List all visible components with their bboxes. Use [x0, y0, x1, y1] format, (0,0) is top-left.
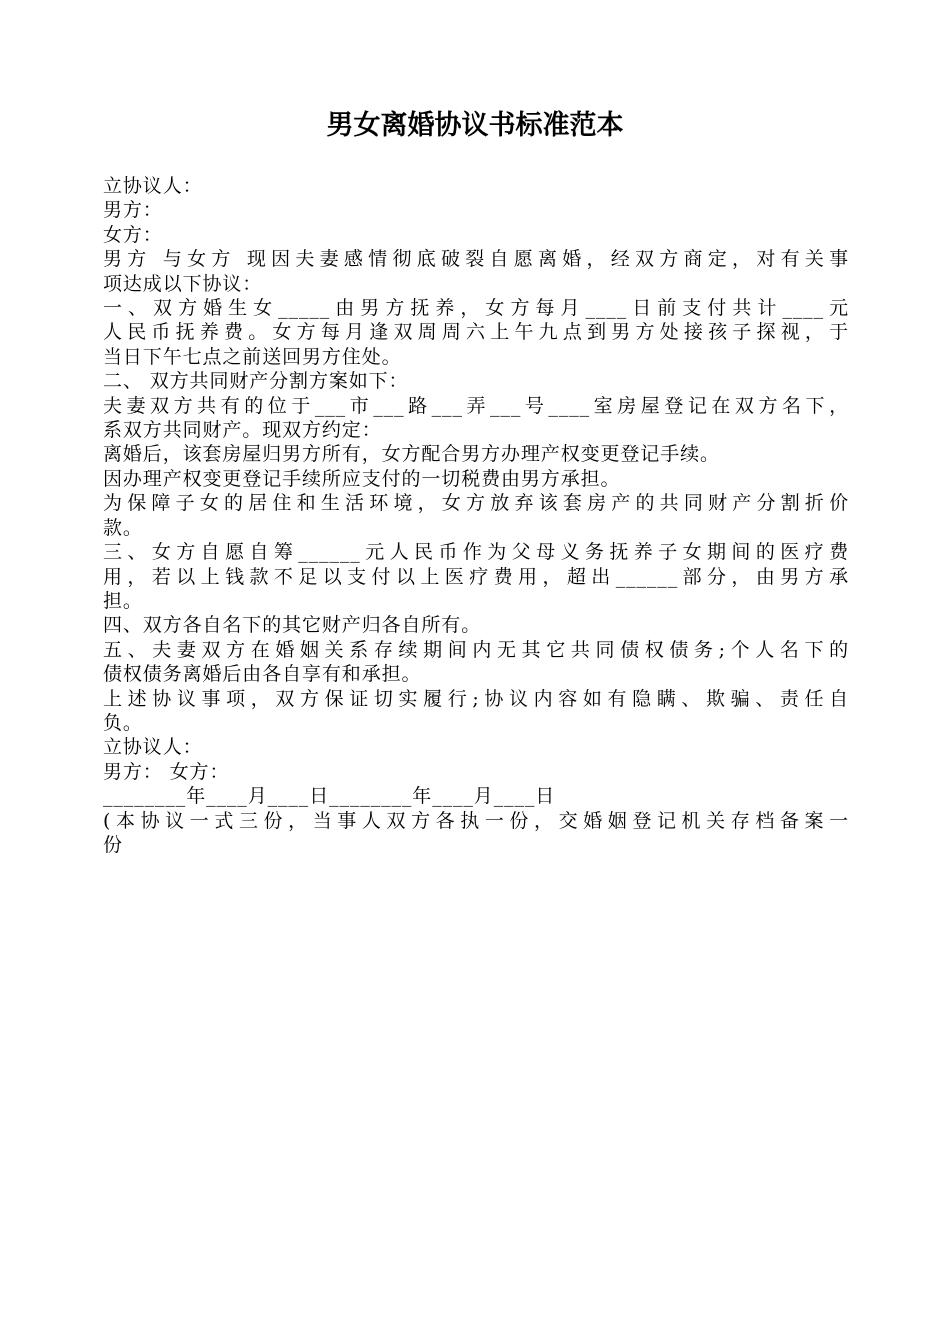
document-line: 担。 [103, 589, 143, 612]
document-line: 债权债务离婚后由各自享有和承担。 [103, 663, 422, 686]
document-line: 份 [103, 833, 123, 856]
document-line: ________年____月____日________年____月____日 [103, 785, 556, 808]
document-line: 夫妻双方共有的位于___市___路___弄___号____室房屋登记在双方名下， [103, 394, 849, 417]
document-line: 三、女方自愿自筹______元人民币作为父母义务抚养子女期间的医疗费 [103, 541, 849, 564]
document-line: 因办理产权变更登记手续所应支付的一切税费由男方承担。 [103, 467, 621, 490]
document-line: 款。 [103, 516, 143, 539]
document-line: 人民币抚养费。女方每月逢双周周六上午九点到男方处接孩子探视，于 [103, 321, 849, 344]
document-line: 立协议人： [103, 736, 203, 759]
document-line: 系双方共同财产。现双方约定： [103, 419, 382, 442]
document-line: 二、 双方共同财产分割方案如下： [103, 370, 409, 393]
document-body [103, 174, 849, 857]
document-line: 上述协议事项，双方保证切实履行;协议内容如有隐瞒、欺骗、责任自 [103, 687, 849, 710]
document-line: 女方： [103, 223, 163, 246]
document-line: 为保障子女的居住和生活环境，女方放弃该套房产的共同财产分割折价 [103, 492, 849, 515]
document-line: 离婚后，该套房屋归男方所有，女方配合男方办理产权变更登记手续。 [103, 443, 720, 466]
document-line: 一、双方婚生女_____由男方抚养，女方每月____日前支付共计____元 [103, 297, 849, 320]
document-line: (本协议一式三份，当事人双方各执一份，交婚姻登记机关存档备案一 [103, 809, 849, 832]
document-line: 五、夫妻双方在婚姻关系存续期间内无其它共同债权债务;个人名下的 [103, 638, 849, 661]
document-title: 男女离婚协议书标准范本 [326, 110, 624, 141]
document-line: 男方： [103, 199, 163, 222]
document-line: 用，若以上钱款不足以支付以上医疗费用，超出______部分，由男方承 [103, 565, 849, 588]
document-line: 负。 [103, 711, 143, 734]
document-line: 四、双方各自名下的其它财产归各自所有。 [103, 614, 482, 637]
document-line: 立协议人： [103, 175, 203, 197]
document-line: 男方 与女方 现因夫妻感情彻底破裂自愿离婚，经双方商定，对有关事 [103, 248, 849, 271]
document-line: 男方： 女方： [103, 760, 230, 783]
document-line: 当日下午七点之前送回男方住处。 [103, 345, 402, 368]
document-line: 项达成以下协议： [103, 272, 263, 295]
